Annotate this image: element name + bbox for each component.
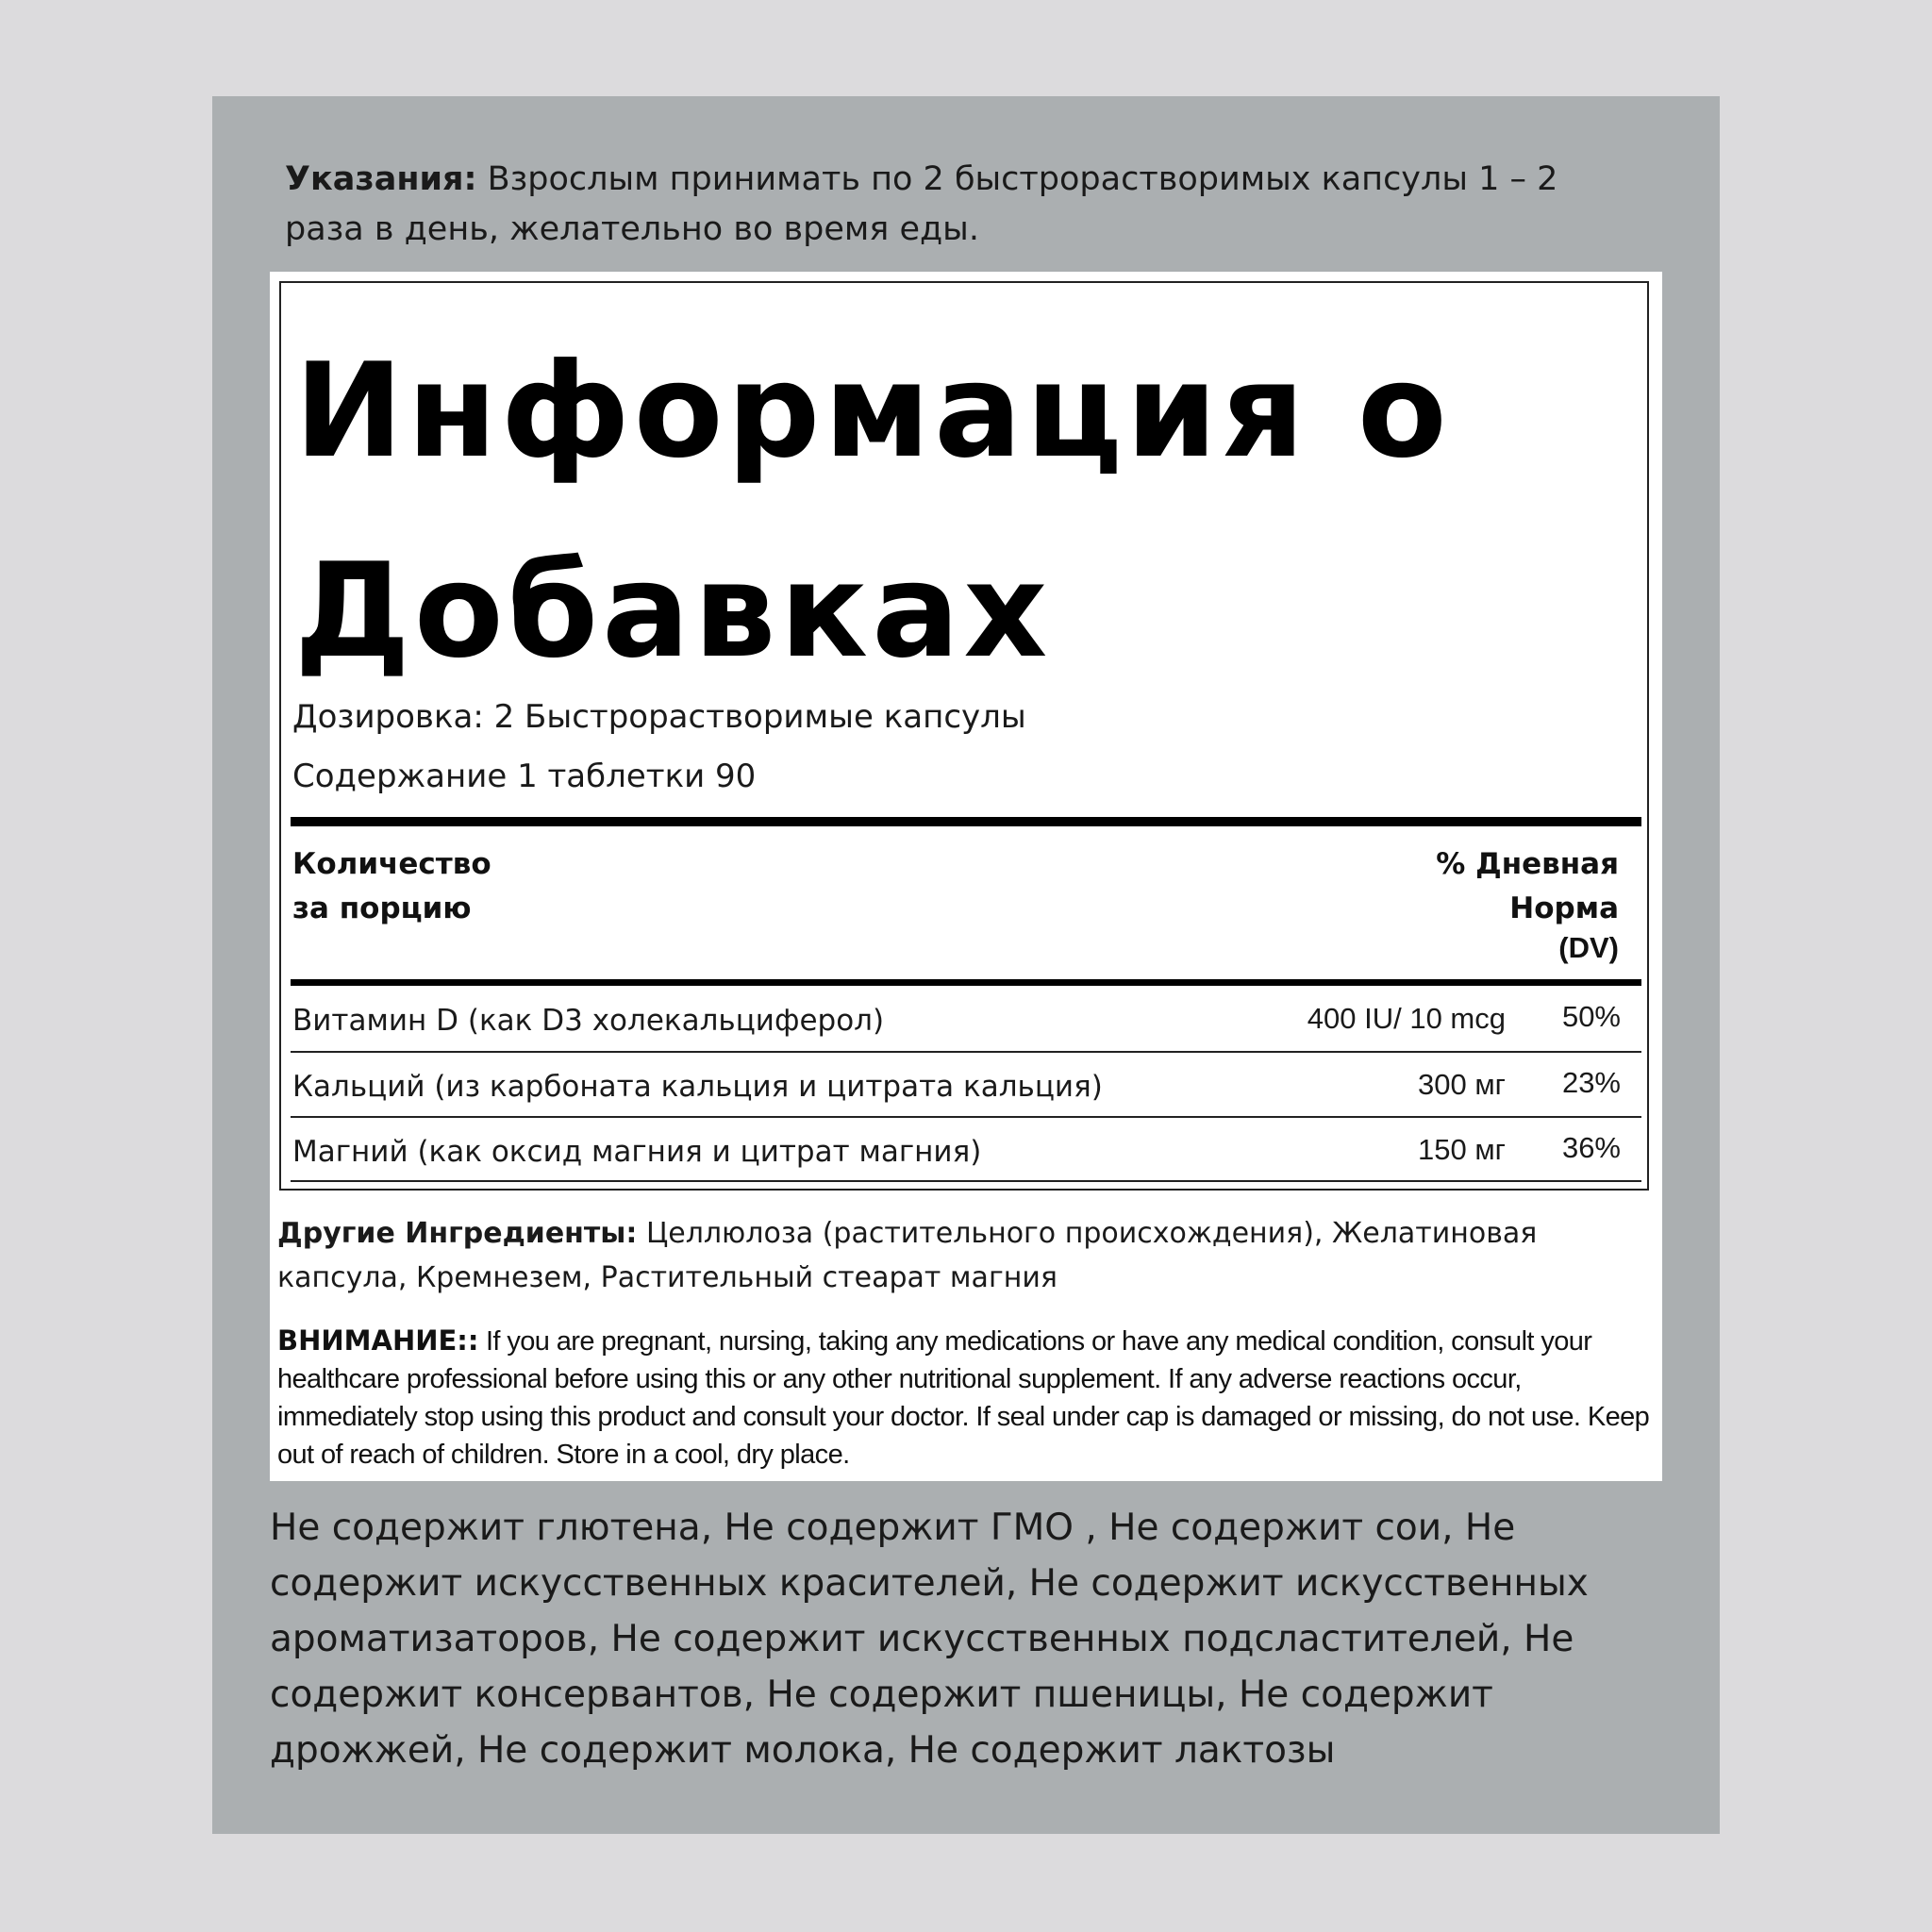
divider-thick bbox=[291, 979, 1641, 986]
label-panel bbox=[212, 96, 1720, 1834]
nutrient-amount: 300 мг bbox=[1418, 1068, 1506, 1101]
daily-value-header bbox=[1374, 842, 1619, 965]
nutrient-row bbox=[291, 1053, 1641, 1117]
facts-title: Информация о Добавках bbox=[294, 335, 1451, 687]
free-from-statement: Не содержит глютена, Не содержит ГМО , Не содержит сои, Не содержит искусственных красителей, Не содержит искусственных ароматизаторов, Не содержит искусственных подсластителей, Не содержит консервантов, Не содержит пшеницы, Не содержит дрожжей, Не содержит молока, Не содержит лактозы bbox=[270, 1507, 1589, 1772]
servings-per-container: Содержание 1 таблетки 90 bbox=[292, 758, 757, 795]
supplement-label bbox=[270, 272, 1662, 1481]
other-ingredients bbox=[277, 1211, 1655, 1300]
nutrient-dv: 23% bbox=[1561, 1066, 1621, 1099]
dv-header-line: (DV) bbox=[1558, 931, 1619, 964]
warning bbox=[277, 1323, 1655, 1474]
amount-header-line: за порцию bbox=[292, 891, 472, 925]
nutrient-dv: 50% bbox=[1561, 1000, 1621, 1033]
amount-header-line: Количество bbox=[292, 847, 491, 881]
warning-label: ВНИМАНИЕ:: bbox=[277, 1324, 479, 1357]
other-ingredients-label: Другие Ингредиенты: bbox=[277, 1217, 638, 1250]
nutrient-name: Кальций (из карбоната кальция и цитрата кальция) bbox=[292, 1070, 1103, 1104]
directions bbox=[285, 155, 1643, 255]
divider-thin bbox=[291, 1180, 1641, 1182]
dv-header-line: Норма bbox=[1509, 891, 1619, 925]
amount-per-serving-header bbox=[292, 842, 575, 931]
dv-header-line: % Дневная bbox=[1436, 847, 1619, 881]
supplement-facts-table bbox=[279, 281, 1649, 1191]
directions-label: Указания: bbox=[285, 160, 477, 198]
nutrient-amount: 400 IU/ 10 mcg bbox=[1307, 1002, 1506, 1035]
nutrient-name: Витамин D (как D3 холекальциферол) bbox=[292, 1004, 885, 1038]
warning-text: If you are pregnant, nursing, taking any medications or have any medical condition, consult your healthcare professional before using this or any other nutritional supplement. If any adverse reactions occur, immediately stop using this product and consult your doctor. If seal under cap is damaged or missing, do not use. Keep out of reach of children. Store in a cool, dry place. bbox=[277, 1326, 1650, 1470]
divider-thick bbox=[291, 817, 1641, 826]
nutrient-name: Магний (как оксид магния и цитрат магния) bbox=[292, 1135, 982, 1169]
nutrient-row bbox=[291, 1118, 1641, 1182]
nutrient-amount: 150 мг bbox=[1418, 1133, 1506, 1166]
serving-size: Дозировка: 2 Быстрорастворимые капсулы bbox=[292, 698, 1026, 736]
nutrient-row bbox=[291, 987, 1641, 1051]
other-ingredients-text: Целлюлоза (растительного происхождения), Желатиновая капсула, Кремнезем, Растительный стеарат магния bbox=[277, 1217, 1538, 1294]
nutrient-dv: 36% bbox=[1561, 1131, 1621, 1164]
directions-text: Взрослым принимать по 2 быстрорастворимых капсулы 1 – 2 раза в день, желательно во время еды. bbox=[285, 160, 1558, 248]
